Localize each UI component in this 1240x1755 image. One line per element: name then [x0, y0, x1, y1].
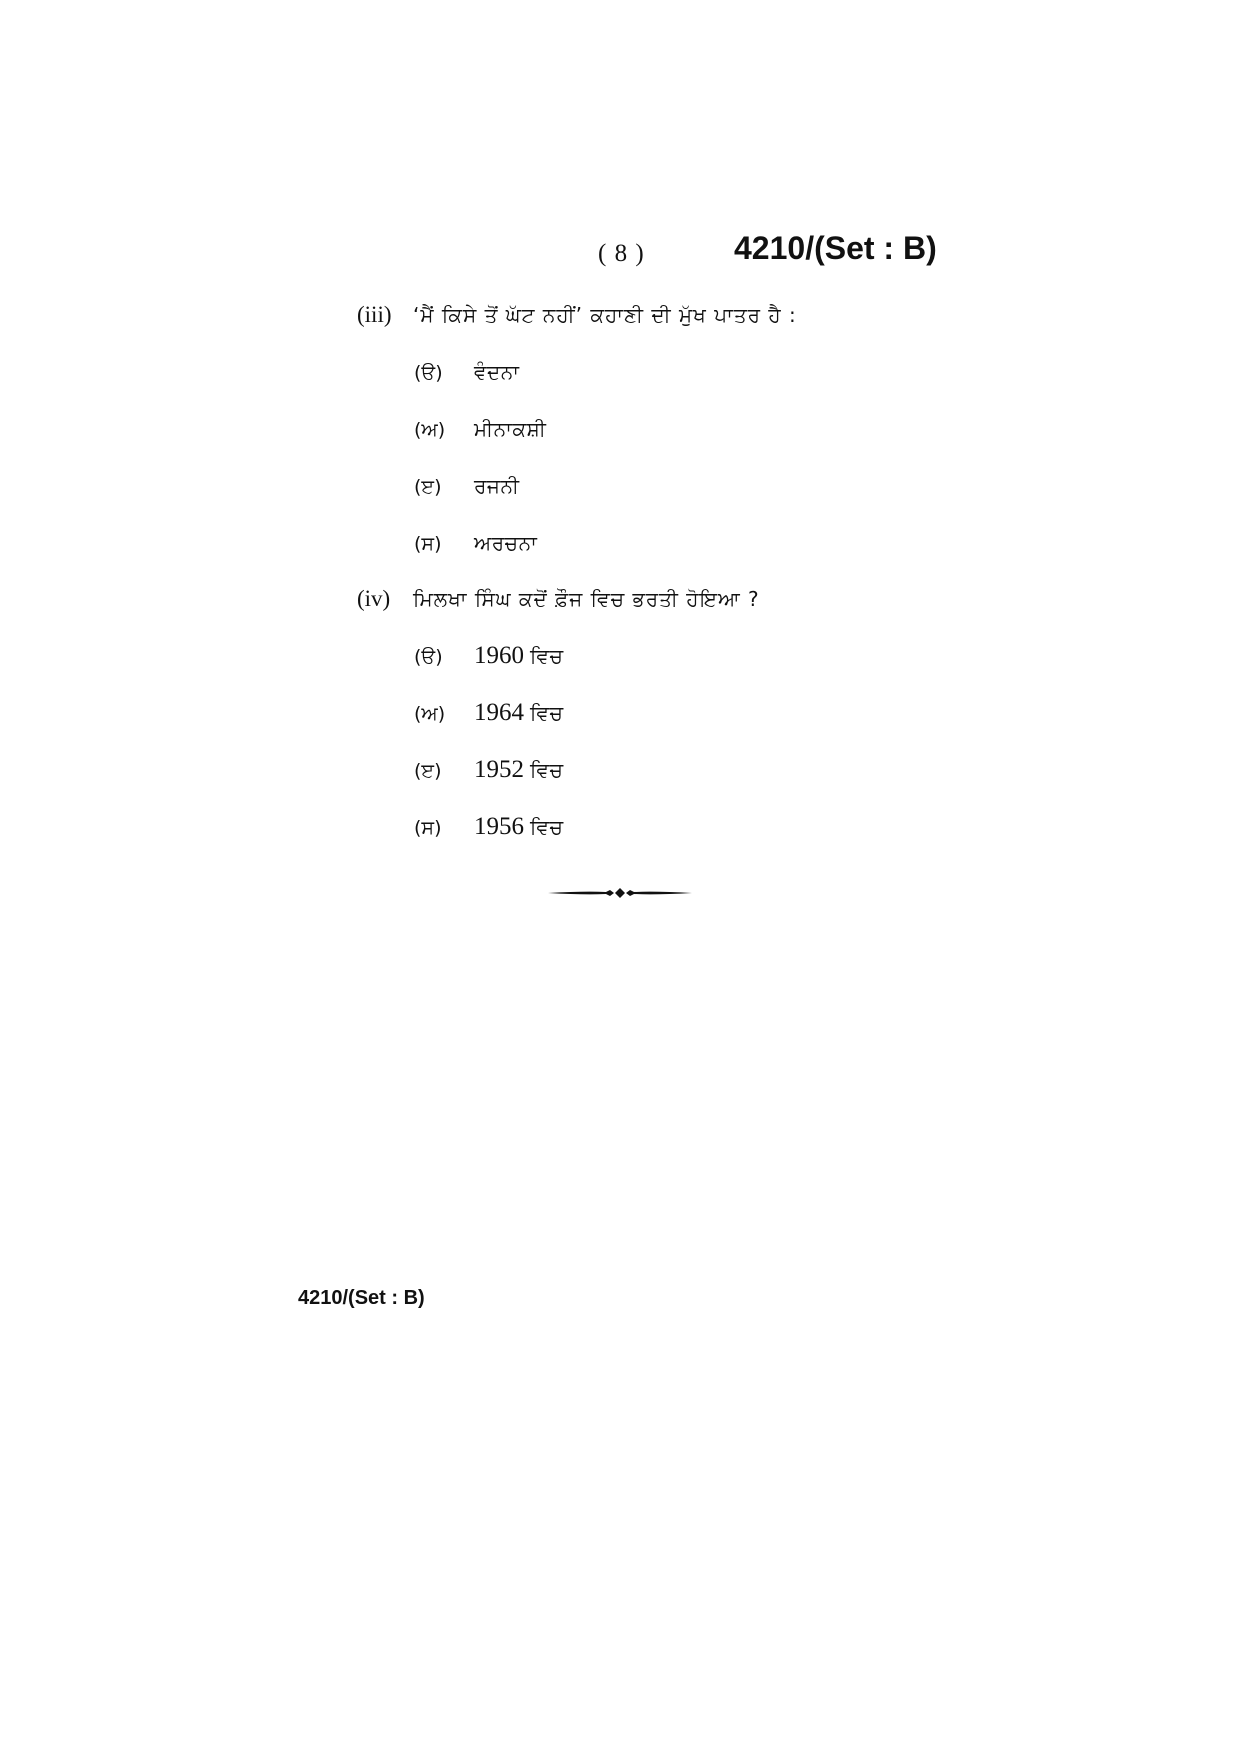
page-number: ( 8 ): [598, 240, 645, 267]
option-year: 1960: [474, 642, 524, 669]
question-iii: [357, 302, 797, 328]
question-iv-option-d: [414, 813, 563, 841]
question-text: ‘ਮੈਂ ਕਿਸੇ ਤੋਂ ਘੱਟ ਨਹੀਂ’ ਕਹਾਣੀ ਦੀ ਮੁੱਖ ਪਾਤਰ ਹੈ :: [413, 303, 797, 327]
option-label: (ੲ): [414, 760, 442, 782]
question-iii-option-b: [414, 417, 546, 441]
option-text: ਅਰਚਨਾ: [474, 531, 538, 555]
option-text: ਵਿਚ: [530, 758, 564, 782]
question-iii-option-c: [414, 474, 519, 498]
option-text: ਮੀਨਾਕਸ਼ੀ: [474, 417, 547, 441]
option-label: (ਅ): [414, 703, 446, 725]
paper-code-footer: 4210/(Set : B): [298, 1287, 425, 1309]
question-number: (iii): [357, 302, 392, 327]
option-label: (ੳ): [414, 362, 443, 384]
option-text: ਵਿਚ: [530, 701, 564, 725]
option-text: ਰਜਨੀ: [474, 474, 520, 498]
question-number: (iv): [357, 586, 391, 611]
option-year: 1964: [474, 699, 524, 726]
option-label: (ਸ): [414, 533, 442, 555]
option-year: 1952: [474, 756, 524, 783]
question-iv-option-a: [414, 642, 563, 670]
option-label: (ੳ): [414, 646, 443, 668]
option-text: ਵਿਚ: [530, 644, 564, 668]
option-text: ਵੰਦਨਾ: [474, 360, 520, 384]
question-iv: [357, 586, 760, 612]
question-iv-option-b: [414, 699, 563, 727]
option-label: (ਸ): [414, 817, 442, 839]
question-iv-option-c: [414, 756, 563, 784]
end-ornament-icon: [548, 886, 692, 900]
option-text: ਵਿਚ: [530, 815, 564, 839]
option-label: (ਅ): [414, 419, 446, 441]
option-label: (ੲ): [414, 476, 442, 498]
paper-code-header: 4210/(Set : B): [734, 230, 937, 266]
option-year: 1956: [474, 813, 524, 840]
question-text: ਮਿਲਖਾ ਸਿੰਘ ਕਦੋਂ ਫ਼ੌਜ ਵਿਚ ਭਰਤੀ ਹੋਇਆ ?: [413, 587, 760, 611]
question-iii-option-d: [414, 531, 537, 555]
question-iii-option-a: [414, 360, 519, 384]
